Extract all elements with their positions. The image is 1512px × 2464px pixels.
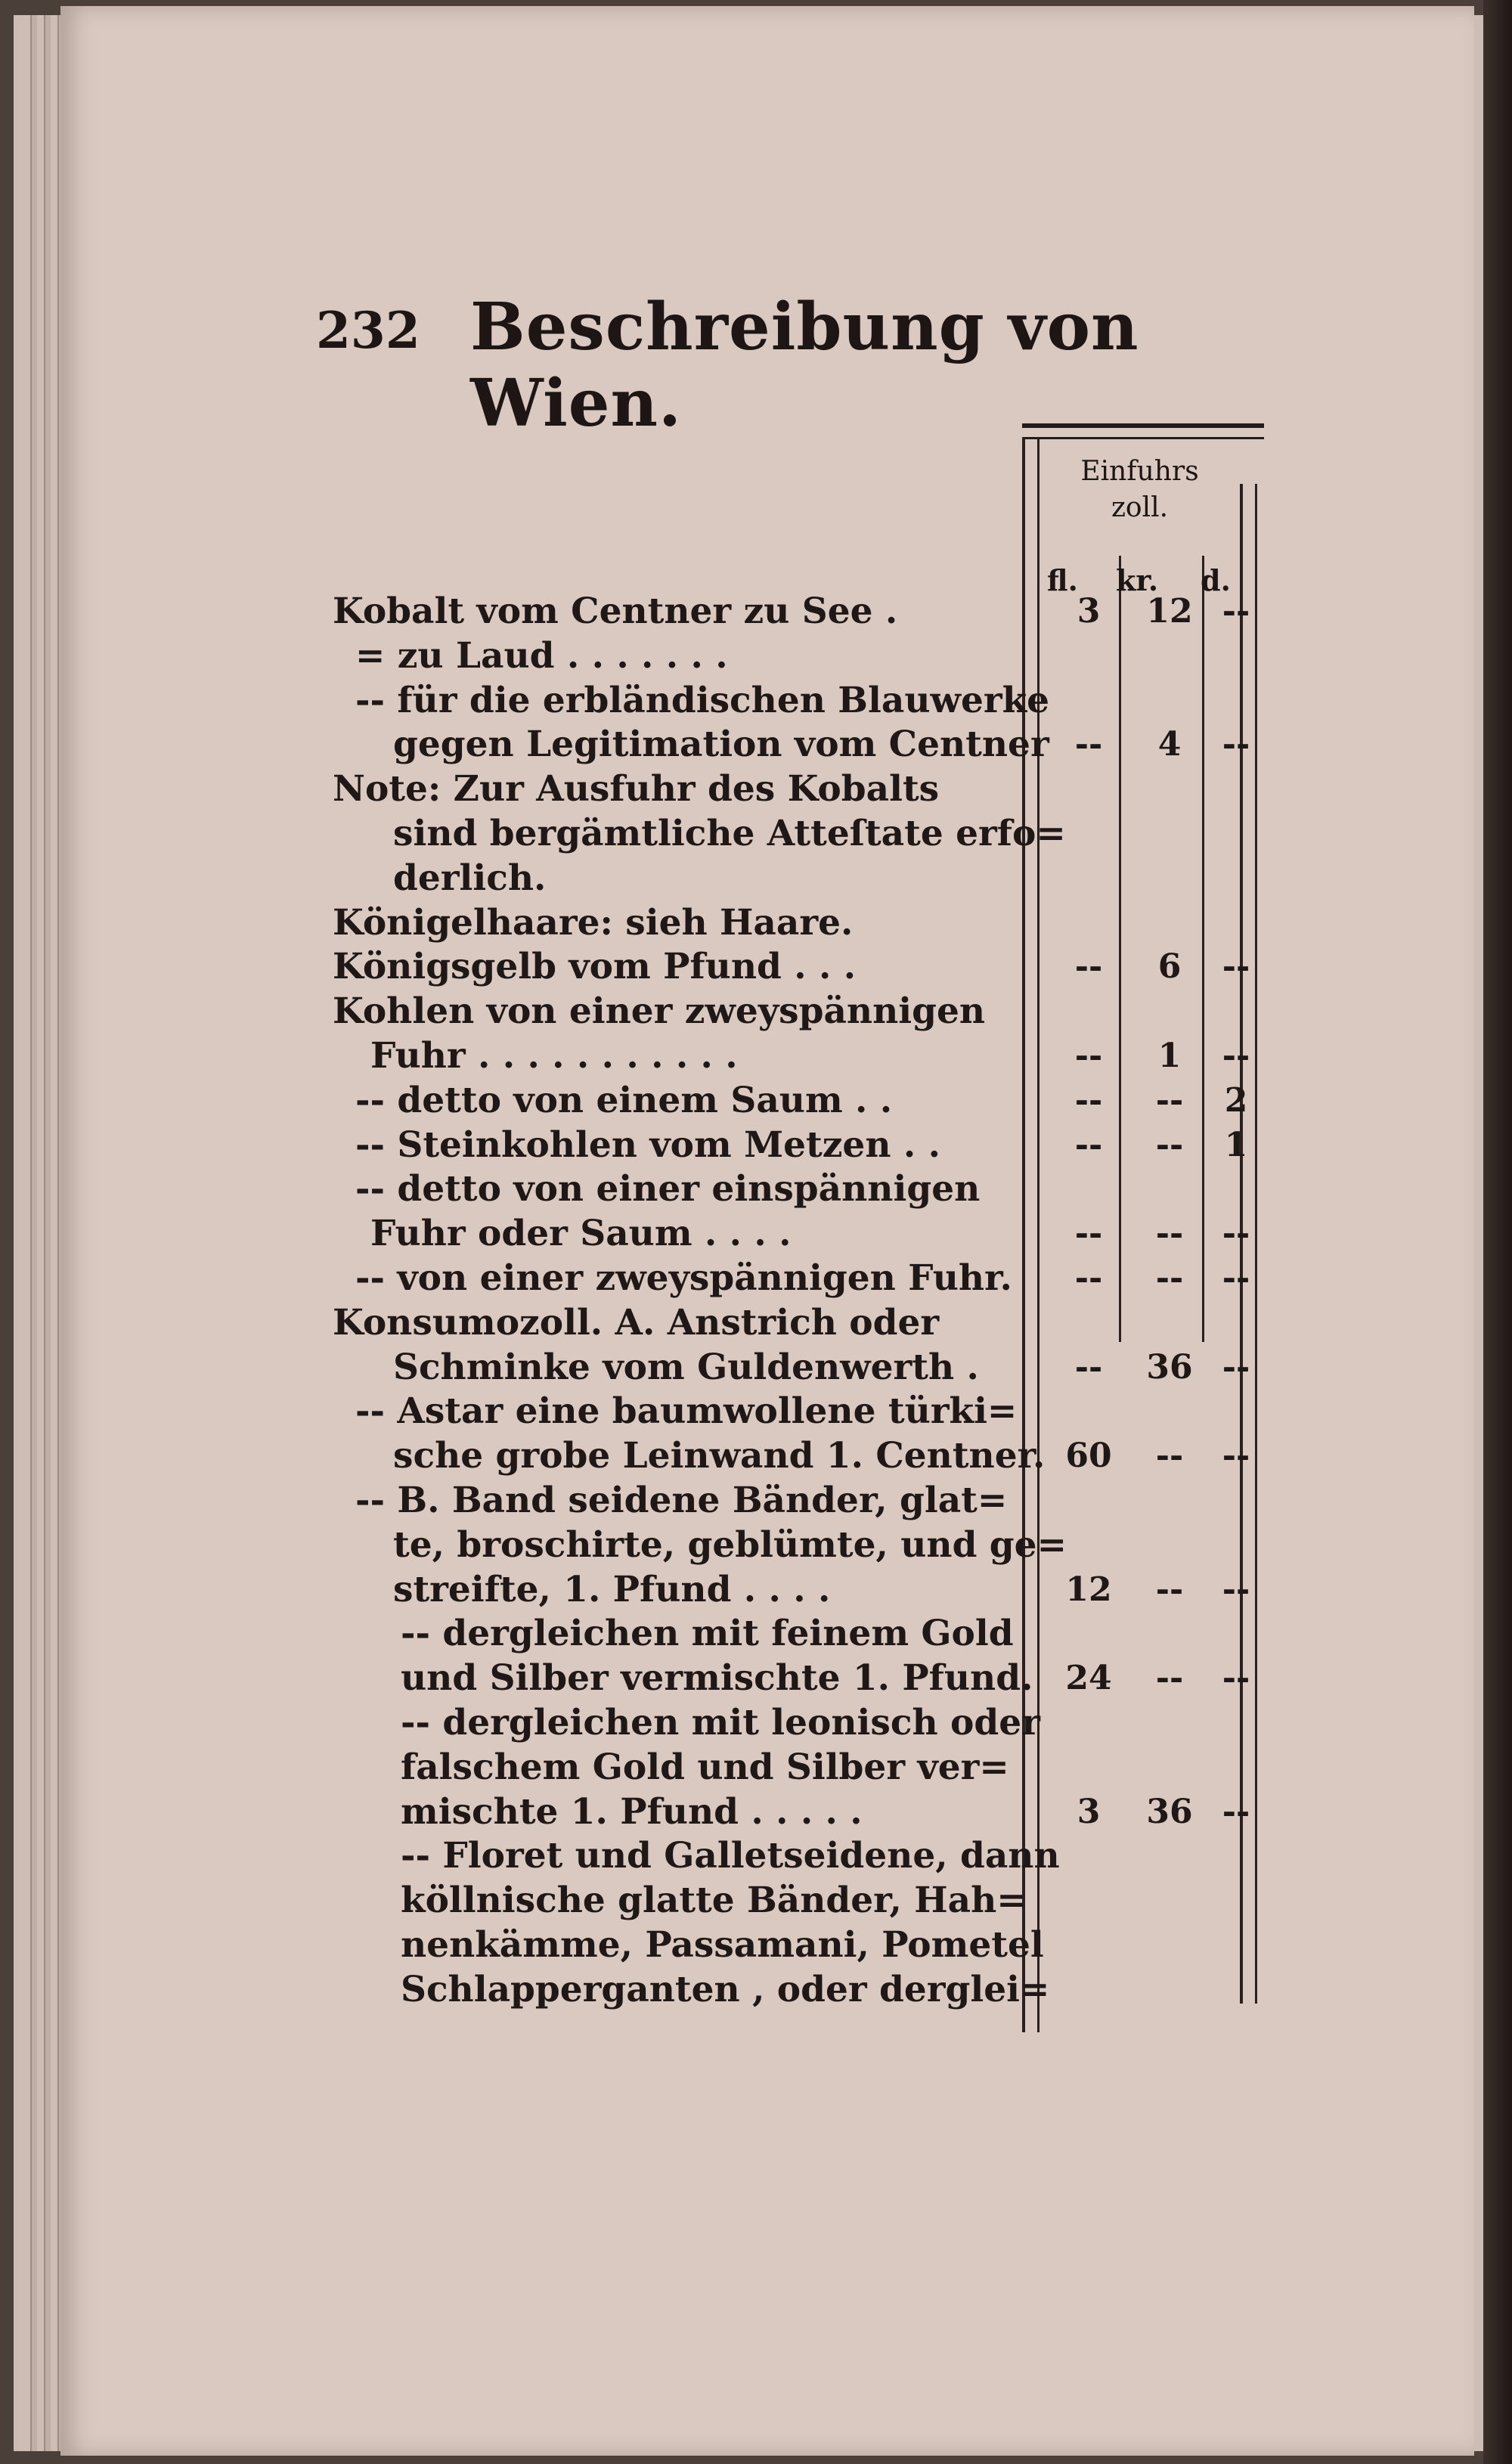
entry-text: = zu Laud . . . . . . . [355, 634, 728, 677]
entry-fl: -- [1074, 1347, 1103, 1387]
entry-kr: -- [1155, 1214, 1184, 1254]
list-item [333, 1434, 1512, 1478]
list-item [333, 1790, 1512, 1834]
entry-d: -- [1222, 592, 1250, 631]
list-item [333, 1701, 1512, 1745]
running-title: Beschreibung von Wien. [470, 289, 1139, 442]
list-item [333, 1167, 1512, 1211]
list-item [333, 634, 1512, 678]
entry-kr: -- [1155, 1080, 1184, 1120]
page-edge [44, 15, 51, 2451]
page-header [257, 280, 1164, 442]
entry-text: Konsumozoll. A. Anstrich oder [333, 1301, 940, 1344]
list-item [333, 990, 1512, 1034]
column-kr: kr. [1116, 563, 1159, 597]
entry-d: -- [1222, 1659, 1250, 1698]
entry-fl: -- [1074, 1080, 1103, 1120]
list-item [333, 1301, 1512, 1345]
entry-text: -- Floret und Galletseidene, dann [401, 1835, 1060, 1877]
entry-d: 2 [1224, 1080, 1248, 1120]
entry-fl: -- [1074, 1214, 1103, 1254]
entry-kr: 12 [1146, 592, 1193, 631]
entry-d: -- [1222, 1037, 1250, 1075]
list-item [333, 1034, 1512, 1078]
list-item [333, 1124, 1512, 1167]
entry-d: -- [1222, 1437, 1250, 1476]
entry-kr: -- [1155, 1570, 1184, 1609]
column-heading [1055, 454, 1225, 526]
entry-text: Königelhaare: sieh Haare. [333, 901, 854, 944]
entry-fl: -- [1074, 1259, 1103, 1297]
entry-text: Kohlen von einer zweyspännigen [333, 990, 986, 1033]
entry-text: köllnische glatte Bänder, Hah= [401, 1880, 1027, 1922]
entry-text: und Silber vermischte 1. Pfund. [401, 1657, 1033, 1700]
entry-text: nenkämme, Passamani, Pometel [401, 1924, 1044, 1966]
page-number: 232 [316, 301, 420, 360]
list-item [333, 1657, 1512, 1700]
entry-kr: 1 [1157, 1037, 1182, 1075]
list-item [333, 723, 1512, 767]
table-top-rule [1022, 423, 1264, 428]
entry-kr: 4 [1157, 725, 1182, 764]
list-item [333, 812, 1512, 856]
entry-kr: -- [1155, 1437, 1184, 1476]
entry-d: -- [1222, 1570, 1250, 1609]
list-item [333, 1612, 1512, 1656]
page-edge [30, 15, 37, 2451]
entry-kr: 36 [1146, 1792, 1193, 1831]
entry-text: mischte 1. Pfund . . . . . [401, 1790, 863, 1833]
entry-fl: 3 [1077, 592, 1101, 631]
entry-text: sche grobe Leinwand 1. Centner. [393, 1435, 1046, 1477]
entry-text: -- Steinkohlen vom Metzen . . [355, 1124, 940, 1166]
list-item [333, 1346, 1512, 1390]
entry-fl: 12 [1065, 1570, 1112, 1609]
list-item [333, 1746, 1512, 1790]
entry-text: -- Astar eine baumwollene türki= [355, 1390, 1018, 1433]
entry-text: -- von einer zweyspännigen Fuhr. [355, 1257, 1012, 1299]
table-top-rule [1022, 437, 1264, 439]
entry-fl: 60 [1065, 1437, 1112, 1476]
entry-fl: 24 [1065, 1659, 1112, 1698]
list-item [333, 1968, 1512, 2012]
list-item [333, 1523, 1512, 1567]
column-heading-line: zoll. [1111, 492, 1169, 523]
entry-text: falschem Gold und Silber ver= [401, 1746, 1009, 1788]
entry-text: gegen Legitimation vom Centner [393, 724, 1049, 766]
entry-d: -- [1222, 725, 1250, 764]
entry-d: 1 [1224, 1125, 1248, 1164]
entry-text: -- dergleichen mit leonisch oder [401, 1702, 1040, 1743]
list-item [333, 1923, 1512, 1967]
entry-text: Note: Zur Ausfuhr des Kobalts [333, 768, 940, 810]
entry-d: -- [1222, 1214, 1250, 1254]
entry-text: -- für die erbländischen Blauwerke [355, 679, 1050, 721]
entry-kr: 36 [1146, 1347, 1193, 1387]
entry-text: derlich. [393, 857, 547, 899]
entry-text: -- detto von einer einspännigen [355, 1168, 981, 1210]
list-item [333, 901, 1512, 945]
list-item [333, 945, 1512, 989]
list-item [333, 1079, 1512, 1123]
entry-text: sind bergämtliche Atteſtate erfo= [393, 813, 1066, 854]
entry-fl: -- [1074, 725, 1103, 764]
entry-d: -- [1222, 1347, 1250, 1387]
entry-d: -- [1222, 947, 1250, 987]
entry-text: te, broschirte, geblümte, und ge= [393, 1523, 1067, 1566]
entry-text: -- dergleichen mit feinem Gold [401, 1613, 1014, 1655]
entry-d: -- [1222, 1259, 1250, 1297]
list-item [333, 857, 1512, 900]
entry-text: -- detto von einem Saum . . [355, 1079, 893, 1121]
entry-fl: 3 [1077, 1792, 1101, 1831]
entry-text: Fuhr oder Saum . . . . [370, 1213, 792, 1255]
entry-fl: -- [1074, 1037, 1103, 1075]
entry-kr: -- [1155, 1259, 1184, 1297]
entry-text: Fuhr . . . . . . . . . . . [370, 1035, 738, 1077]
list-item [333, 590, 1512, 634]
list-item [333, 679, 1512, 723]
list-item [333, 1568, 1512, 1612]
entry-text: Schminke vom Guldenwerth . [393, 1346, 979, 1388]
list-item [333, 767, 1512, 811]
entry-text: Schlapperganten , oder derglei= [401, 1968, 1050, 2010]
list-item [333, 1834, 1512, 1878]
entry-fl: -- [1074, 947, 1103, 987]
entry-text: streifte, 1. Pfund . . . . [393, 1568, 831, 1610]
entry-kr: 6 [1157, 947, 1182, 987]
entry-fl: -- [1074, 1125, 1103, 1164]
list-item [333, 1479, 1512, 1523]
entry-text: -- B. Band seidene Bänder, glat= [355, 1480, 1008, 1521]
entry-text: Königsgelb vom Pfund . . . [333, 946, 857, 988]
column-fl: fl. [1047, 563, 1078, 597]
column-heading-line: Einfuhrs [1080, 456, 1199, 487]
entry-kr: -- [1155, 1125, 1184, 1164]
list-item [333, 1879, 1512, 1923]
column-d: d. [1201, 563, 1231, 597]
list-item [333, 1212, 1512, 1256]
entry-text: Kobalt vom Centner zu See . [333, 590, 898, 632]
entry-kr: -- [1155, 1659, 1184, 1698]
list-item [333, 1257, 1512, 1300]
entry-d: -- [1222, 1792, 1250, 1831]
list-item [333, 1390, 1512, 1433]
